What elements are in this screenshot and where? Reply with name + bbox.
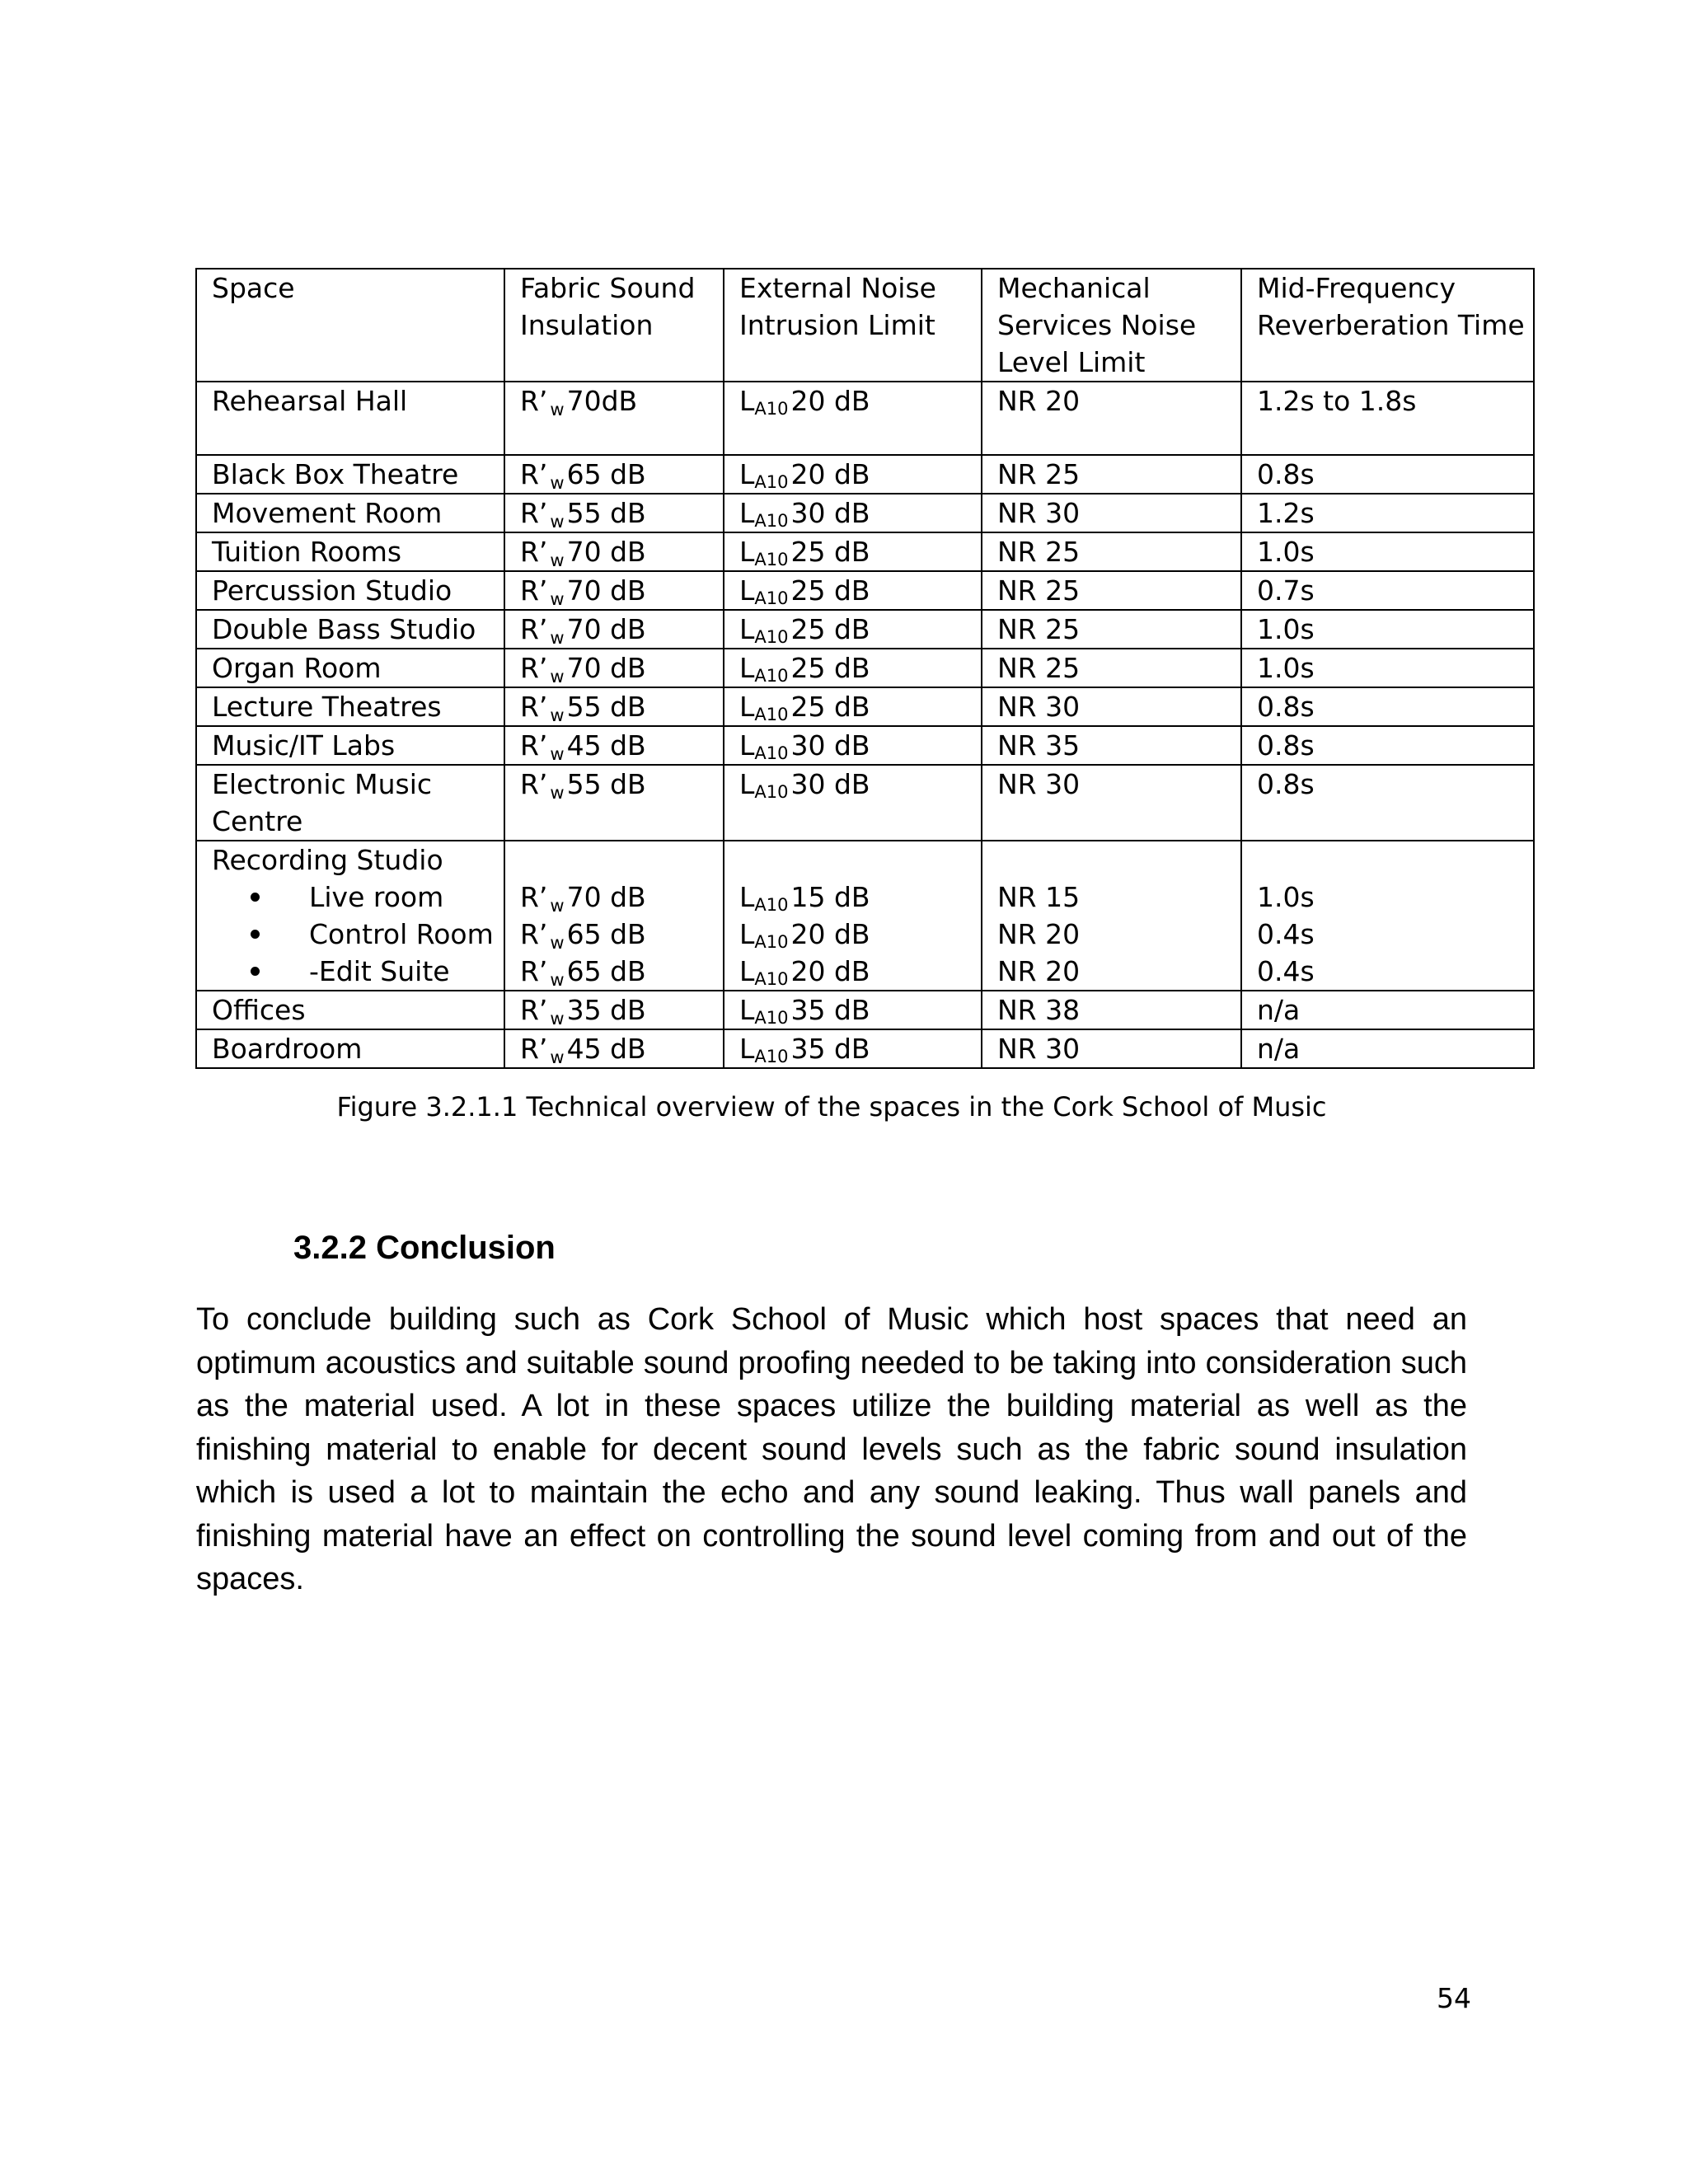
table-body: [196, 382, 1534, 1068]
cell-reverberation-time: 0.8s: [1241, 455, 1534, 494]
cell-fabric-insulation: R’ w45 dB: [504, 726, 724, 765]
table-row: [196, 687, 1534, 726]
table-row: [196, 610, 1534, 649]
cell-external-noise: $L_{A10}25$ dB: [724, 571, 982, 610]
cell-mechanical-noise: NR 30: [982, 687, 1241, 726]
cell-external-noise: $L_{A10}25$ dB: [724, 532, 982, 571]
table-row: [196, 532, 1534, 571]
cell-external-noise: $L_{A10}30$ dB: [724, 765, 982, 841]
cell-fabric-insulation: R’ w70 dB: [504, 649, 724, 687]
cell-external-noise: $L_{A10}15$ dB $L_{A10}20$ dB $L_{A10}20$ dB: [724, 841, 982, 991]
table-row-recording-studio: [196, 841, 1534, 991]
cell-external-noise: $L_{A10}25$ dB: [724, 649, 982, 687]
cell-fabric-insulation: R’ w70 dB: [504, 610, 724, 649]
recording-studio-list: [212, 879, 494, 990]
cell-mechanical-noise: NR 25: [982, 649, 1241, 687]
cell-space: Organ Room: [196, 649, 504, 687]
list-item: Live room: [212, 879, 489, 916]
cell-fabric-insulation: R’ w65 dB: [504, 455, 724, 494]
cell-space: Music/IT Labs: [196, 726, 504, 765]
cell-reverberation-time: n/a: [1241, 1029, 1534, 1068]
cell-space: [196, 841, 504, 991]
cell-reverberation-time: 0.7s: [1241, 571, 1534, 610]
header-space: Space: [196, 269, 504, 382]
cell-mechanical-noise: NR 30: [982, 494, 1241, 532]
cell-mechanical-noise: NR 25: [982, 571, 1241, 610]
cell-reverberation-time: 0.8s: [1241, 687, 1534, 726]
cell-reverberation-time: 0.8s: [1241, 765, 1534, 841]
cell-mechanical-noise: NR 20: [982, 382, 1241, 455]
cell-external-noise: $L_{A10}25$ dB: [724, 687, 982, 726]
table-row: [196, 765, 1534, 841]
cell-reverberation-time: 1.2s: [1241, 494, 1534, 532]
cell-mechanical-noise: NR 35: [982, 726, 1241, 765]
cell-mechanical-noise: NR 25: [982, 532, 1241, 571]
header-fabric-sound-insulation: Fabric Sound Insulation: [504, 269, 724, 382]
cell-reverberation-time: 1.0s: [1241, 649, 1534, 687]
cell-fabric-insulation: R’ w45 dB: [504, 1029, 724, 1068]
cell-external-noise: $L_{A10}30$ dB: [724, 494, 982, 532]
cell-space: Black Box Theatre: [196, 455, 504, 494]
cell-external-noise: $L_{A10}25$ dB: [724, 610, 982, 649]
cell-space: Movement Room: [196, 494, 504, 532]
page-number: 54: [1437, 1982, 1471, 2014]
list-item: Control Room: [212, 916, 489, 953]
cell-reverberation-time: 1.0s: [1241, 532, 1534, 571]
cell-mechanical-noise: NR 38: [982, 991, 1241, 1029]
table-row: [196, 571, 1534, 610]
cell-space: Double Bass Studio: [196, 610, 504, 649]
cell-reverberation-time: 0.8s: [1241, 726, 1534, 765]
cell-fabric-insulation: R’ w70 dB: [504, 532, 724, 571]
cell-space: Percussion Studio: [196, 571, 504, 610]
cell-reverberation-time: 1.0s: [1241, 610, 1534, 649]
cell-space: Tuition Rooms: [196, 532, 504, 571]
header-mid-frequency-reverberation-time: Mid-Frequency Reverberation Time: [1241, 269, 1534, 382]
cell-external-noise: $L_{A10}20$ dB: [724, 382, 982, 455]
cell-external-noise: $L_{A10}20$ dB: [724, 455, 982, 494]
cell-fabric-insulation: R’ w70dB: [504, 382, 724, 455]
cell-external-noise: $L_{A10}30$ dB: [724, 726, 982, 765]
cell-reverberation-time: 1.2s to 1.8s: [1241, 382, 1534, 455]
table-row: [196, 1029, 1534, 1068]
cell-mechanical-noise: NR 30: [982, 765, 1241, 841]
cell-reverberation-time: 1.0s 0.4s 0.4s: [1241, 841, 1534, 991]
cell-fabric-insulation: R’ w70 dB R’ w65 dB R’ w65 dB: [504, 841, 724, 991]
cell-fabric-insulation: R’ w70 dB: [504, 571, 724, 610]
header-external-noise-intrusion-limit: External Noise Intrusion Limit: [724, 269, 982, 382]
cell-fabric-insulation: R’ w55 dB: [504, 765, 724, 841]
bullet-icon: [251, 893, 260, 902]
cell-fabric-insulation: R’ w35 dB: [504, 991, 724, 1029]
cell-space: Offices: [196, 991, 504, 1029]
bullet-icon: [251, 967, 260, 976]
cell-fabric-insulation: R’ w55 dB: [504, 687, 724, 726]
cell-external-noise: $L_{A10}35$ dB: [724, 991, 982, 1029]
cell-fabric-insulation: R’ w55 dB: [504, 494, 724, 532]
cell-mechanical-noise: NR 15 NR 20 NR 20: [982, 841, 1241, 991]
section-body-paragraph: To conclude building such as Cork School of Music which host spaces that need an optimum acoustics and suitable sound proofing needed to be taking into consideration such as the material used. A lot in these spaces utilize the building material as well as the finishing material to enable for decent sound levels such as the fabric sound insulation which is used a lot to maintain the echo and any sound leaking. Thus wall panels and finishing material have an effect on controlling the sound level coming from and out of the spaces.: [196, 1302, 1467, 1596]
recording-studio-label: Recording Studio: [212, 844, 443, 876]
cell-space: Lecture Theatres: [196, 687, 504, 726]
bullet-icon: [251, 930, 260, 939]
table-row: [196, 726, 1534, 765]
figure-caption: Figure 3.2.1.1 Technical overview of the spaces in the Cork School of Music: [336, 1091, 1327, 1122]
header-mechanical-services-noise-level-limit: Mechanical Services Noise Level Limit: [982, 269, 1241, 382]
table-row: [196, 382, 1534, 455]
cell-mechanical-noise: NR 30: [982, 1029, 1241, 1068]
table-row: [196, 649, 1534, 687]
table-row: [196, 494, 1534, 532]
table-header-row: [196, 269, 1534, 382]
cell-space: Rehearsal Hall: [196, 382, 504, 455]
section-heading: 3.2.2 Conclusion: [293, 1230, 556, 1266]
cell-space: Electronic Music Centre: [196, 765, 504, 841]
cell-mechanical-noise: NR 25: [982, 455, 1241, 494]
technical-overview-table: [195, 268, 1535, 1069]
list-item: -Edit Suite: [212, 953, 489, 990]
table-row: [196, 455, 1534, 494]
cell-external-noise: $L_{A10}35$ dB: [724, 1029, 982, 1068]
cell-mechanical-noise: NR 25: [982, 610, 1241, 649]
table-row: [196, 991, 1534, 1029]
cell-reverberation-time: n/a: [1241, 991, 1534, 1029]
cell-space: Boardroom: [196, 1029, 504, 1068]
